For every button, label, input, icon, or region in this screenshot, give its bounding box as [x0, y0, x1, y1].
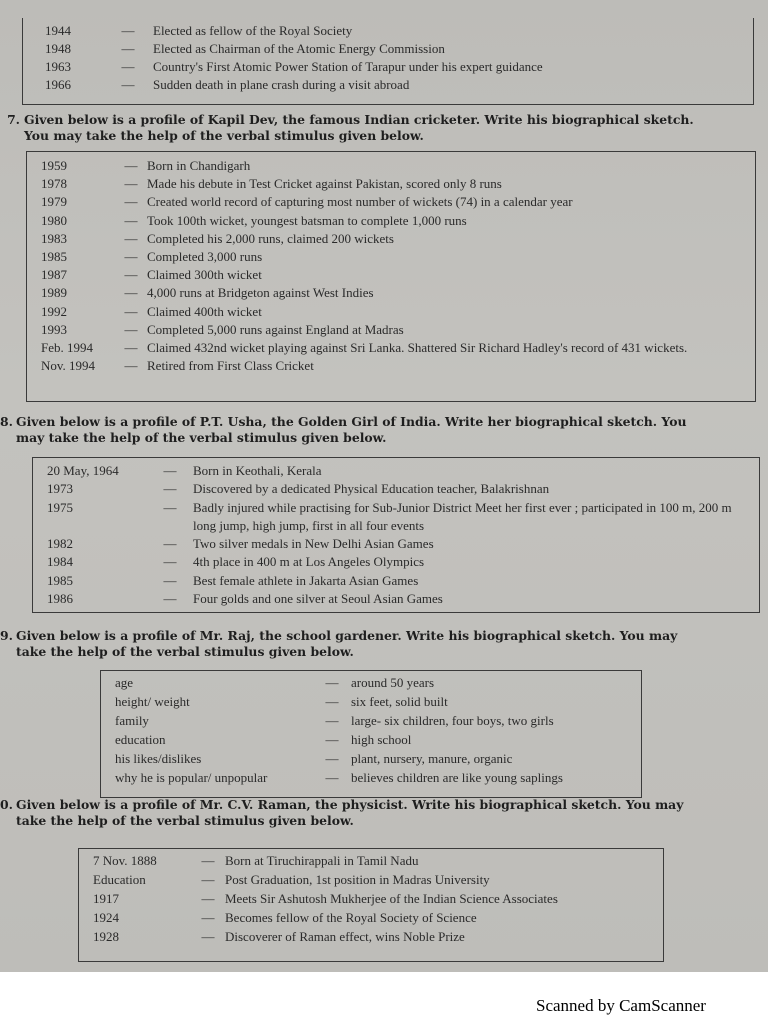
profile-row: [33, 462, 759, 480]
profile-detail: Four golds and one silver at Seoul Asian Games: [193, 591, 443, 607]
profile-row: [101, 692, 641, 711]
profile-date: 1963: [45, 59, 71, 74]
profile-row: [27, 321, 755, 339]
profile-detail: Claimed 300th wicket: [147, 267, 262, 283]
profile-box-mr-raj: [100, 670, 642, 798]
profile-detail: Elected as Chairman of the Atomic Energy Commission: [153, 41, 445, 56]
profile-detail: Discoverer of Raman effect, wins Noble Prize: [225, 929, 465, 944]
profile-detail: Created world record of capturing most number of wickets (74) in a calendar year: [147, 194, 573, 210]
profile-detail: Claimed 400th wicket: [147, 303, 262, 319]
profile-row: [23, 40, 753, 58]
profile-row: [33, 572, 759, 590]
profile-date: his likes/dislikes: [115, 751, 202, 766]
question-text-line2: may take the help of the verbal stimulus given below.: [16, 430, 387, 445]
profile-row: [23, 58, 753, 76]
profile-row: [101, 749, 641, 768]
profile-row: [79, 851, 663, 870]
profile-detail: 4th place in 400 m at Los Angeles Olympics: [193, 554, 425, 570]
dash-separator: —: [163, 499, 177, 515]
profile-detail: Badly injured while practising for Sub-Junior District Meet her first ever ; participated in 100 m, 200 m long jump, high jump, first in all four events: [193, 499, 732, 533]
dash-separator: —: [325, 751, 339, 766]
dash-separator: —: [201, 910, 215, 925]
dash-separator: —: [325, 675, 339, 690]
profile-detail: Country's First Atomic Power Station of Tarapur under his expert guidance: [153, 59, 543, 74]
dash-separator: —: [124, 212, 138, 228]
profile-date: age: [115, 675, 134, 690]
profile-detail: Best female athlete in Jakarta Asian Games: [193, 572, 419, 588]
question-10: [0, 797, 760, 829]
dash-separator: —: [201, 891, 215, 906]
dash-separator: —: [163, 536, 177, 552]
profile-row: [33, 553, 759, 571]
profile-box-previous: [22, 18, 754, 105]
profile-row: [79, 908, 663, 927]
profile-detail: Completed 3,000 runs: [147, 249, 263, 265]
profile-row: [27, 175, 755, 193]
profile-detail: 4,000 runs at Bridgeton against West Indies: [147, 285, 374, 301]
question-7: [0, 112, 760, 144]
profile-detail: Elected as fellow of the Royal Society: [153, 23, 353, 38]
dash-separator: —: [201, 853, 215, 868]
profile-detail: Completed 5,000 runs against England at Madras: [147, 321, 404, 337]
profile-date: 1987: [41, 267, 67, 283]
profile-row: [27, 248, 755, 266]
dash-separator: —: [325, 732, 339, 747]
profile-row: [27, 357, 755, 375]
profile-row: [27, 193, 755, 211]
profile-detail: Claimed 432nd wicket playing against Sri Lanka. Shattered Sir Richard Hadley's record of 431 wickets.: [147, 340, 688, 356]
profile-detail: Discovered by a dedicated Physical Education teacher, Balakrishnan: [193, 481, 550, 497]
profile-date: why he is popular/ unpopular: [115, 770, 268, 785]
dash-separator: —: [121, 77, 135, 92]
profile-date: 1983: [41, 230, 67, 246]
profile-row: [33, 590, 759, 608]
profile-box-kapil-dev: [26, 151, 756, 402]
question-text-line1: Given below is a profile of Mr. Raj, the school gardener. Write his biographical sketch. You may: [16, 628, 678, 643]
question-number: 9.: [0, 628, 13, 643]
profile-date: 1989: [41, 285, 67, 301]
profile-detail: Made his debute in Test Cricket against Pakistan, scored only 8 runs: [147, 176, 502, 192]
profile-date: 1944: [45, 23, 71, 38]
profile-detail: Retired from First Class Cricket: [147, 358, 314, 374]
profile-row: [33, 480, 759, 498]
dash-separator: —: [124, 249, 138, 265]
dash-separator: —: [163, 591, 177, 607]
profile-date: 1992: [41, 303, 67, 319]
profile-detail: Becomes fellow of the Royal Society of Science: [225, 910, 477, 925]
profile-date: 1984: [47, 554, 73, 570]
profile-date: height/ weight: [115, 694, 190, 709]
profile-row: [27, 230, 755, 248]
profile-box-pt-usha: [32, 457, 760, 613]
profile-row: [23, 76, 753, 94]
profile-row: [27, 284, 755, 302]
dash-separator: —: [121, 59, 135, 74]
profile-detail: high school: [351, 732, 412, 747]
scanner-watermark: Scanned by CamScanner: [536, 996, 706, 1015]
profile-detail: plant, nursery, manure, organic: [351, 751, 513, 766]
dash-separator: —: [201, 929, 215, 944]
question-9: [0, 628, 760, 660]
profile-detail: believes children are like young saplings: [351, 770, 563, 785]
profile-date: Nov. 1994: [41, 358, 96, 374]
question-number: 8.: [0, 414, 13, 429]
question-number: 7.: [7, 112, 20, 127]
dash-separator: —: [121, 23, 135, 38]
profile-date: 1985: [47, 572, 73, 588]
profile-row: [27, 303, 755, 321]
question-text-line2: You may take the help of the verbal stimulus given below.: [24, 128, 424, 143]
profile-date: 1979: [41, 194, 67, 210]
dash-separator: —: [201, 872, 215, 887]
profile-date: 7 Nov. 1888: [93, 853, 157, 868]
question-text-line2: take the help of the verbal stimulus given below.: [16, 644, 354, 659]
profile-detail: Completed his 2,000 runs, claimed 200 wickets: [147, 230, 394, 246]
profile-detail: Born in Chandigarh: [147, 158, 251, 173]
dash-separator: —: [163, 572, 177, 588]
dash-separator: —: [121, 41, 135, 56]
dash-separator: —: [124, 176, 138, 192]
profile-date: family: [115, 713, 149, 728]
dash-separator: —: [124, 321, 138, 337]
dash-separator: —: [124, 285, 138, 301]
question-number: 0.: [0, 797, 13, 812]
question-text-line1: Given below is a profile of P.T. Usha, the Golden Girl of India. Write her biographical sketch. You: [16, 414, 687, 429]
dash-separator: —: [124, 194, 138, 210]
dash-separator: —: [124, 303, 138, 319]
profile-date: 1959: [41, 158, 67, 173]
profile-detail: Sudden death in plane crash during a visit abroad: [153, 77, 410, 92]
profile-detail: Took 100th wicket, youngest batsman to complete 1,000 runs: [147, 212, 467, 228]
profile-date: 1948: [45, 41, 71, 56]
dash-separator: —: [325, 713, 339, 728]
profile-row: [27, 212, 755, 230]
profile-detail: around 50 years: [351, 675, 435, 690]
dash-separator: —: [124, 158, 138, 173]
profile-date: 1986: [47, 591, 73, 607]
profile-date: 1993: [41, 321, 67, 337]
profile-date: 1978: [41, 176, 67, 192]
profile-row: [101, 673, 641, 692]
dash-separator: —: [124, 267, 138, 283]
dash-separator: —: [124, 358, 138, 374]
profile-row: [33, 499, 759, 536]
profile-row: [27, 266, 755, 284]
profile-detail: Meets Sir Ashutosh Mukherjee of the Indian Science Associates: [225, 891, 558, 906]
profile-row: [101, 711, 641, 730]
profile-date: 1985: [41, 249, 67, 265]
profile-row: [101, 730, 641, 749]
profile-date: 1980: [41, 212, 67, 228]
dash-separator: —: [163, 463, 177, 478]
profile-row: [33, 535, 759, 553]
dash-separator: —: [124, 230, 138, 246]
profile-date: 1966: [45, 77, 71, 92]
profile-date: Education: [93, 872, 146, 887]
dash-separator: —: [163, 481, 177, 497]
question-text-line1: Given below is a profile of Kapil Dev, the famous Indian cricketer. Write his biographical sketch.: [24, 112, 694, 127]
profile-date: 1973: [47, 481, 73, 497]
profile-row: [79, 927, 663, 946]
profile-box-cv-raman: [78, 848, 664, 962]
profile-detail: Post Graduation, 1st position in Madras University: [225, 872, 490, 887]
profile-detail: Two silver medals in New Delhi Asian Games: [193, 536, 434, 552]
profile-date: 1924: [93, 910, 119, 925]
profile-detail: Born at Tiruchirappali in Tamil Nadu: [225, 853, 419, 868]
profile-row: [101, 768, 641, 787]
profile-date: 1928: [93, 929, 119, 944]
profile-row: [27, 157, 755, 175]
profile-detail: six feet, solid built: [351, 694, 448, 709]
profile-date: Feb. 1994: [41, 340, 93, 356]
profile-row: [23, 22, 753, 40]
profile-detail: large- six children, four boys, two girls: [351, 713, 554, 728]
profile-date: 1982: [47, 536, 73, 552]
question-text-line1: Given below is a profile of Mr. C.V. Raman, the physicist. Write his biographical sketch. You may: [16, 797, 684, 812]
dash-separator: —: [325, 694, 339, 709]
dash-separator: —: [163, 554, 177, 570]
question-8: [0, 414, 760, 446]
dash-separator: —: [124, 340, 138, 356]
profile-row: [79, 889, 663, 908]
profile-date: 1917: [93, 891, 119, 906]
profile-date: education: [115, 732, 166, 747]
profile-row: [79, 870, 663, 889]
profile-detail: Born in Keothali, Kerala: [193, 463, 322, 478]
dash-separator: —: [325, 770, 339, 785]
profile-date: 1975: [47, 499, 73, 515]
question-text-line2: take the help of the verbal stimulus given below.: [16, 813, 354, 828]
profile-date: 20 May, 1964: [47, 463, 119, 478]
profile-row: [27, 339, 755, 357]
